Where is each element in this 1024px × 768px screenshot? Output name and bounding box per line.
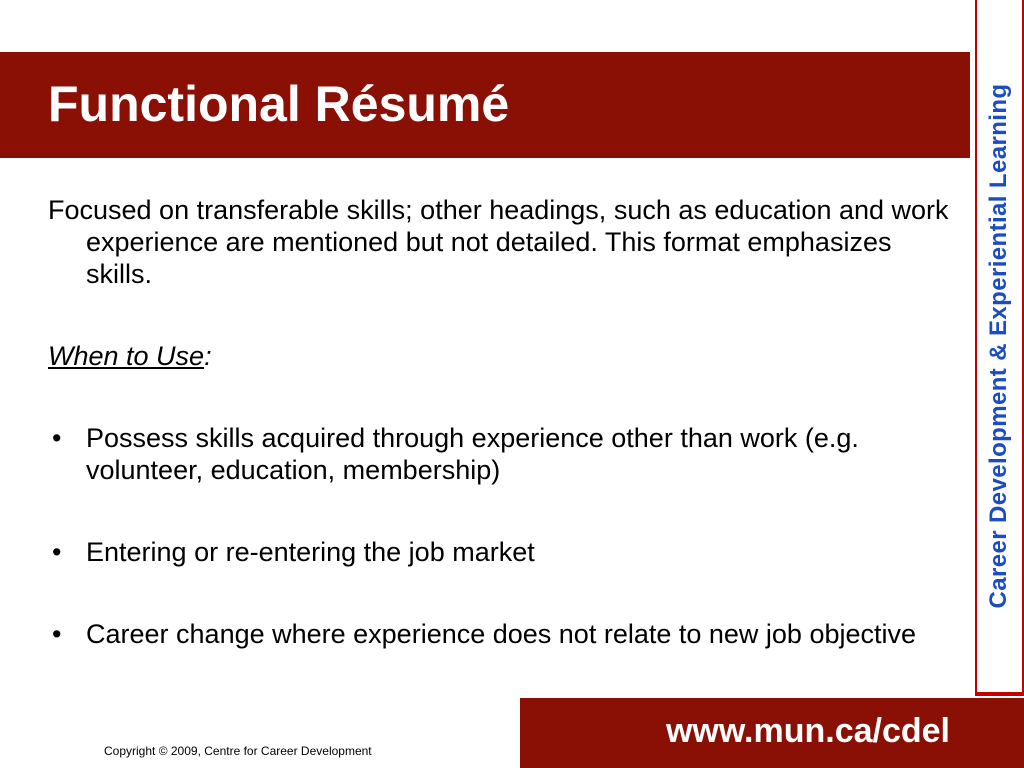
bullet-icon: • — [52, 423, 62, 453]
when-to-use-colon: : — [204, 341, 212, 371]
bullet-icon: • — [52, 619, 62, 649]
slide-title: Functional Résumé — [48, 76, 510, 132]
copyright-notice: Copyright © 2009, Centre for Career Development — [104, 744, 372, 758]
intro-paragraph: Focused on transferable skills; other headings, such as education and work experience are mentioned but not detailed. This format emphasizes skills. — [48, 195, 949, 289]
when-to-use-heading — [48, 340, 953, 372]
sidebar — [977, 0, 1022, 692]
footer-url[interactable]: www.mun.ca/cdel — [665, 712, 950, 750]
sidebar-text: Career Development & Experiential Learning — [985, 83, 1012, 609]
when-to-use-label: When to Use — [48, 341, 205, 371]
bullet-text: Possess skills acquired through experience other than work (e.g. volunteer, education, membership) — [86, 423, 859, 485]
bullet-text: Career change where experience does not relate to new job objective — [86, 619, 917, 649]
bullet-icon: • — [52, 537, 62, 567]
list-item — [48, 618, 953, 650]
list-item — [48, 536, 953, 568]
slide-body — [48, 194, 953, 700]
bullet-text: Entering or re-entering the job market — [86, 537, 535, 567]
list-item — [48, 422, 953, 486]
